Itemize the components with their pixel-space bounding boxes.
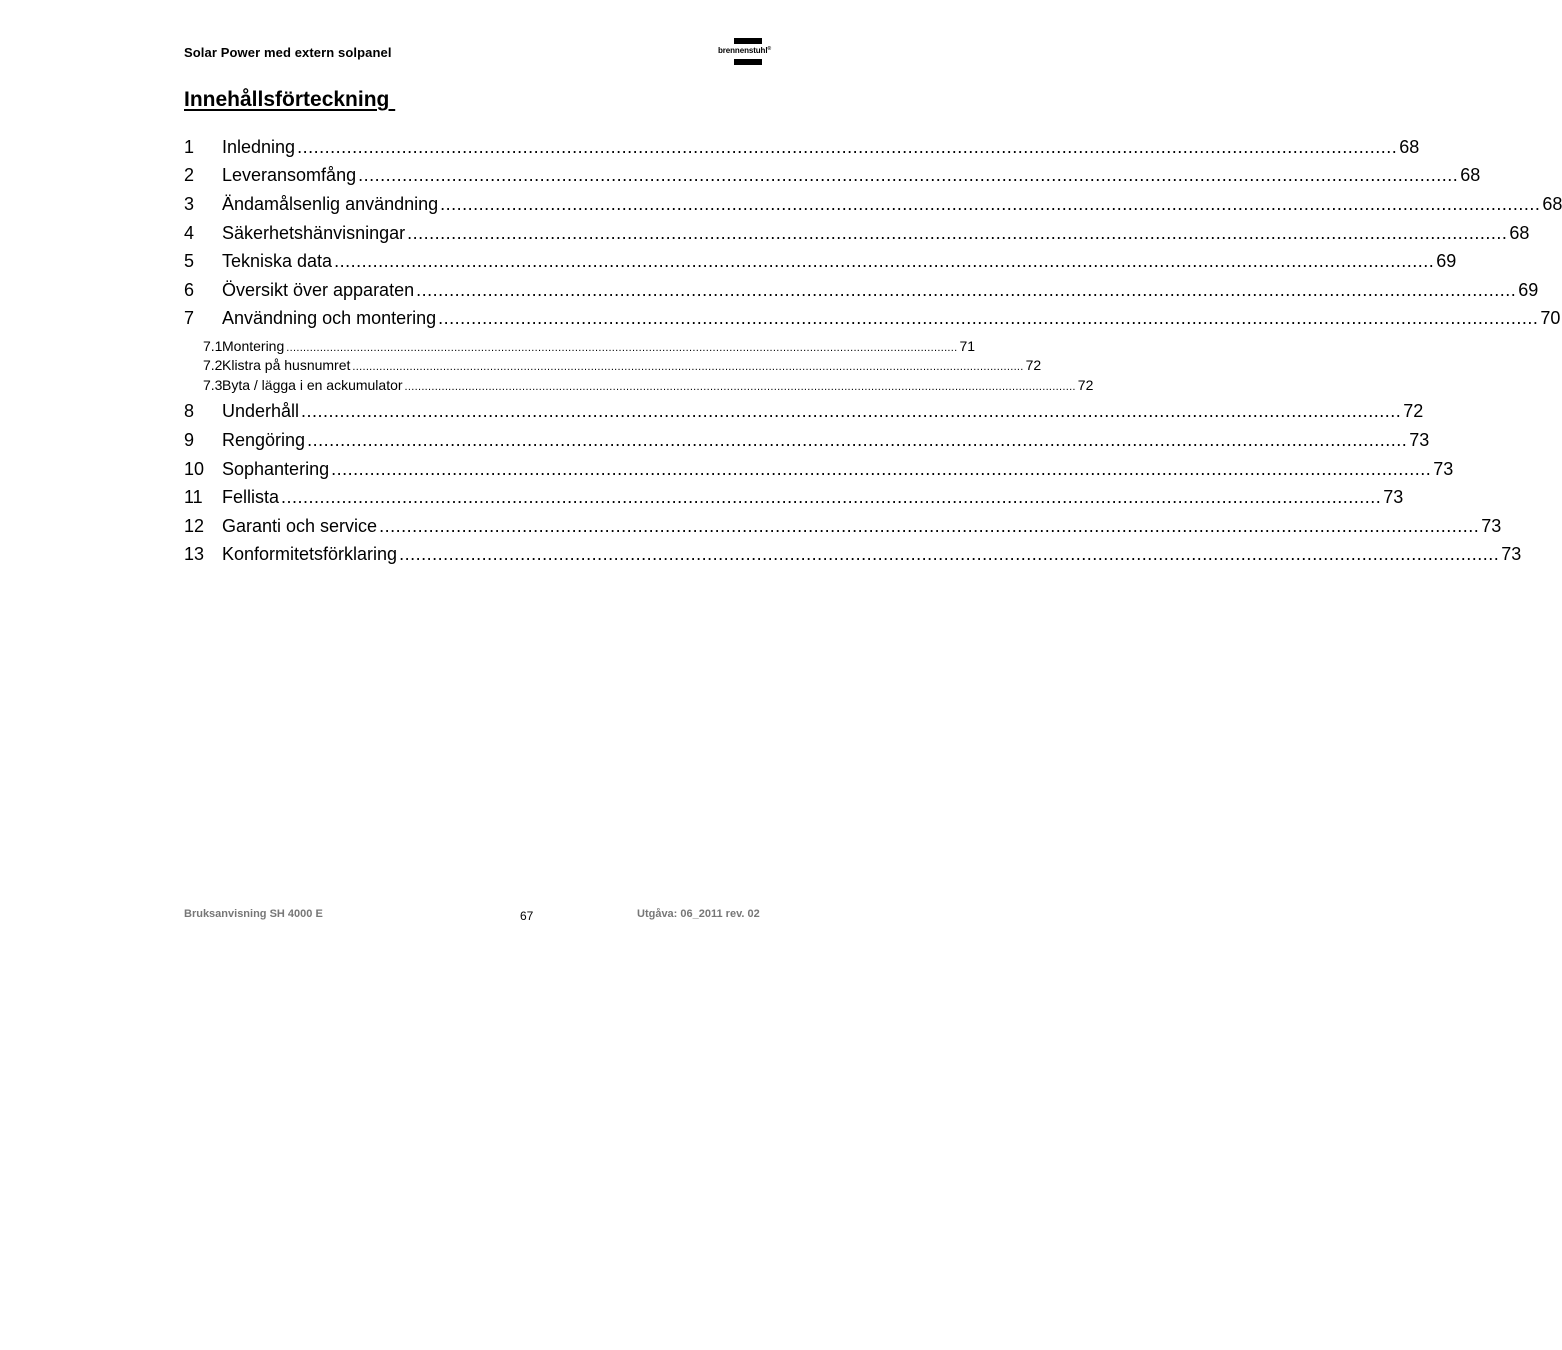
toc-entry-page: 68 xyxy=(1460,165,1481,185)
toc-leader-dots: ........................................................................................................................................................................................................ xyxy=(379,516,1480,536)
toc-entry-number: 7.2 xyxy=(203,357,223,373)
toc-entry-page: 68 xyxy=(1509,223,1530,243)
toc-leader-dots: ........................................................................................................................................................................................................ xyxy=(334,251,1435,271)
toc-entry-number: 5 xyxy=(184,251,195,271)
toc-entry-label: Översikt över apparaten xyxy=(222,280,415,300)
toc-leader-dots: ........................................................................................................................................................................................................ xyxy=(404,381,1076,393)
toc-entry-page: 72 xyxy=(1025,357,1042,373)
logo-wordmark xyxy=(718,45,782,57)
toc-leader-dots: ........................................................................................................................................................................................................ xyxy=(416,280,1517,300)
toc-entry-label: Garanti och service xyxy=(222,516,378,536)
toc-entry-number: 7.3 xyxy=(203,377,223,393)
toc-entry-label: Underhåll xyxy=(222,401,300,421)
toc-leader-dots: ........................................................................................................................................................................................................ xyxy=(307,430,1408,450)
toc-entry-label: Leveransomfång xyxy=(222,165,357,185)
footer-manual-name: Bruksanvisning SH 4000 E xyxy=(184,908,323,920)
toc-entry-label: Montering xyxy=(222,338,285,354)
toc-entry[interactable] xyxy=(184,485,1404,509)
toc-heading: Innehållsförteckning xyxy=(184,88,396,111)
toc-entry-number: 9 xyxy=(184,430,195,450)
toc-entry-page: 73 xyxy=(1383,487,1404,507)
toc-entry[interactable] xyxy=(184,249,1457,273)
toc-entry-label: Sophantering xyxy=(222,459,330,479)
toc-entry-page: 72 xyxy=(1403,401,1424,421)
toc-entry-page: 73 xyxy=(1433,459,1454,479)
logo-registered-mark: ® xyxy=(767,46,772,52)
toc-entry-number: 3 xyxy=(184,194,195,214)
toc-entry-page: 70 xyxy=(1540,308,1561,328)
toc-entry-page: 68 xyxy=(1542,194,1562,214)
brand-logo xyxy=(718,38,782,68)
toc-leader-dots: ........................................................................................................................................................................................................ xyxy=(331,459,1432,479)
toc-entry-page: 69 xyxy=(1518,280,1539,300)
toc-entry-label: Byta / lägga i en ackumulator xyxy=(222,377,403,393)
toc-entry[interactable] xyxy=(184,163,1481,187)
toc-entry-page: 68 xyxy=(1399,137,1420,157)
toc-entry-number: 11 xyxy=(184,487,203,507)
logo-text: brennenstuhl xyxy=(718,46,768,55)
toc-entry[interactable] xyxy=(184,337,976,355)
toc-leader-dots: ........................................................................................................................................................................................................ xyxy=(440,194,1541,214)
toc-entry-page: 69 xyxy=(1436,251,1457,271)
logo-bar-bottom xyxy=(734,59,762,65)
toc-entry-page: 73 xyxy=(1481,516,1502,536)
toc-entry[interactable] xyxy=(184,457,1454,481)
toc-entry[interactable] xyxy=(184,278,1539,302)
toc-entry[interactable] xyxy=(184,192,1562,216)
toc-entry-label: Konformitetsförklaring xyxy=(222,544,398,564)
toc-entry-label: Ändamålsenlig användning xyxy=(222,194,439,214)
toc-leader-dots: ........................................................................................................................................................................................................ xyxy=(358,165,1459,185)
toc-entry-label: Rengöring xyxy=(222,430,306,450)
toc-leader-dots: ........................................................................................................................................................................................................ xyxy=(352,361,1024,373)
toc-entry-label: Tekniska data xyxy=(222,251,333,271)
toc-entry-label: Användning och montering xyxy=(222,308,437,328)
toc-entry[interactable] xyxy=(184,306,1561,330)
toc-entry-number: 12 xyxy=(184,516,205,536)
toc-entry-number: 13 xyxy=(184,544,205,564)
toc-entry-label: Inledning xyxy=(222,137,296,157)
toc-entry-label: Fellista xyxy=(222,487,280,507)
toc-leader-dots: ........................................................................................................................................................................................................ xyxy=(399,544,1500,564)
footer-page-number: 67 xyxy=(520,909,534,923)
toc-entry-number: 4 xyxy=(184,223,195,243)
toc-entry-page: 72 xyxy=(1077,377,1094,393)
logo-bar-top xyxy=(734,38,762,44)
toc-entry[interactable] xyxy=(184,356,1042,374)
toc-entry-page: 73 xyxy=(1501,544,1522,564)
toc-entry[interactable] xyxy=(184,135,1420,159)
toc-leader-dots: ........................................................................................................................................................................................................ xyxy=(286,342,958,354)
toc-entry-number: 6 xyxy=(184,280,195,300)
header-title: Solar Power med extern solpanel xyxy=(184,45,392,60)
toc-leader-dots: ........................................................................................................................................................................................................ xyxy=(438,308,1539,328)
toc-entry-number: 7.1 xyxy=(203,338,223,354)
toc-entry-page: 71 xyxy=(959,338,976,354)
toc-leader-dots: ........................................................................................................................................................................................................ xyxy=(407,223,1508,243)
toc-entry[interactable] xyxy=(184,376,1094,394)
toc-entry-number: 8 xyxy=(184,401,195,421)
toc-entry-number: 10 xyxy=(184,459,205,479)
toc-entry-page: 73 xyxy=(1409,430,1430,450)
toc-entry[interactable] xyxy=(184,428,1430,452)
toc-entry-number: 2 xyxy=(184,165,195,185)
toc-entry[interactable] xyxy=(184,514,1502,538)
toc-leader-dots: ........................................................................................................................................................................................................ xyxy=(281,487,1382,507)
toc-entry[interactable] xyxy=(184,221,1530,245)
toc-entry-number: 7 xyxy=(184,308,195,328)
toc-entry[interactable] xyxy=(184,542,1522,566)
toc-leader-dots: ........................................................................................................................................................................................................ xyxy=(297,137,1398,157)
toc-entry-number: 1 xyxy=(184,137,195,157)
toc-entry[interactable] xyxy=(184,399,1424,423)
footer-edition: Utgåva: 06_2011 rev. 02 xyxy=(637,908,760,920)
toc-leader-dots: ........................................................................................................................................................................................................ xyxy=(301,401,1402,421)
toc-entry-label: Klistra på husnumret xyxy=(222,357,351,373)
toc-entry-label: Säkerhetshänvisningar xyxy=(222,223,406,243)
